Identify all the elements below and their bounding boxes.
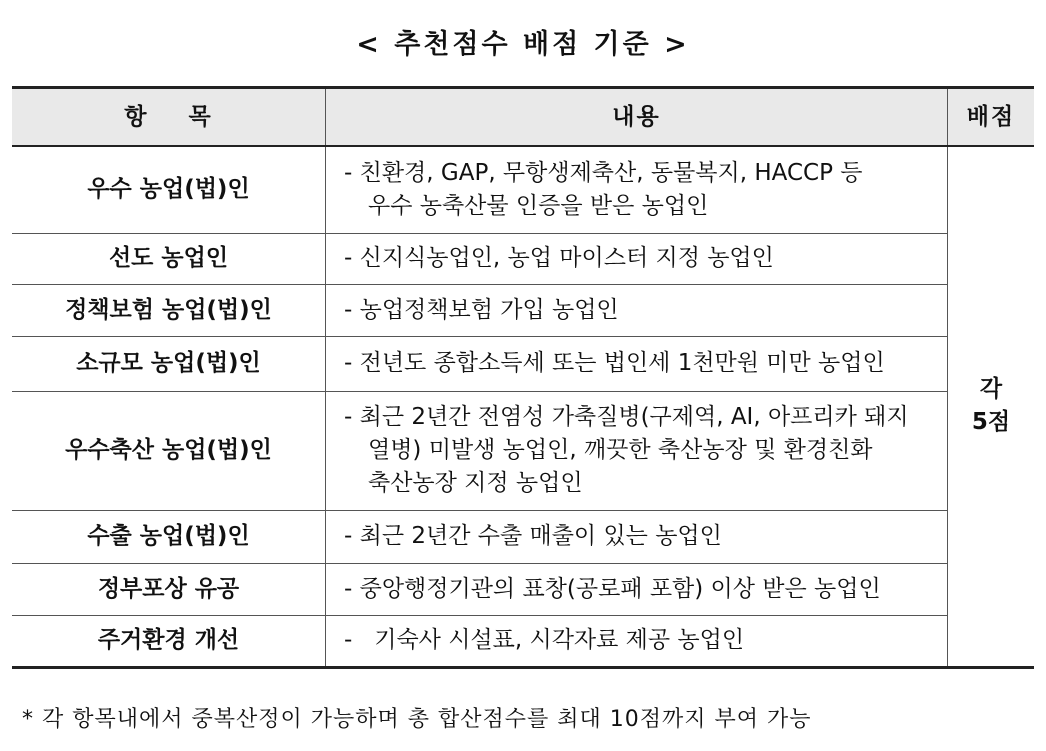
content-line: - 친환경, GAP, 무항생제축산, 동물복지, HACCP 등 (344, 159, 863, 186)
table-row (12, 615, 1034, 667)
table-row (12, 336, 1034, 391)
table-row (12, 510, 1034, 563)
row-content (326, 336, 948, 391)
row-item: 주거환경 개선 (12, 615, 326, 667)
table-row (12, 563, 1034, 615)
header-item: 항 목 (12, 88, 326, 147)
row-content (326, 563, 948, 615)
content-line: - 전년도 종합소득세 또는 법인세 1천만원 미만 농업인 (344, 350, 885, 376)
content-line: - 최근 2년간 전염성 가축질병(구제역, AI, 아프리카 돼지 (344, 404, 909, 430)
row-item: 수출 농업(법)인 (12, 510, 326, 563)
table-row (12, 233, 1034, 284)
row-item: 정책보험 농업(법)인 (12, 284, 326, 336)
score-cell (948, 146, 1035, 667)
score-value: 5점 (971, 409, 1011, 436)
row-content (326, 146, 948, 233)
content-line: - 기숙사 시설표, 시각자료 제공 농업인 (344, 627, 745, 653)
footnote: * 각 항목내에서 중복산정이 가능하며 총 합산점수를 최대 10점까지 부여 가능 (22, 707, 812, 732)
row-content (326, 233, 948, 284)
row-content (326, 284, 948, 336)
table-row (12, 146, 1034, 233)
content-line: 우수 농축산물 인증을 받은 농업인 (368, 192, 709, 219)
content-line: 축산농장 지정 농업인 (368, 470, 583, 496)
row-item: 선도 농업인 (12, 233, 326, 284)
score-prefix: 각 (979, 376, 1003, 403)
row-item: 우수축산 농업(법)인 (12, 391, 326, 510)
table-row (12, 391, 1034, 510)
row-content (326, 510, 948, 563)
content-line: - 신지식농업인, 농업 마이스터 지정 농업인 (344, 245, 774, 271)
header-score: 배점 (948, 88, 1035, 147)
content-line: - 중앙행정기관의 표창(공로패 포함) 이상 받은 농업인 (344, 575, 881, 602)
criteria-table (12, 86, 1034, 669)
table-row (12, 284, 1034, 336)
page-title: < 추천점수 배점 기준 > (356, 29, 690, 60)
content-line: - 농업정책보험 가입 농업인 (344, 296, 619, 323)
row-item: 소규모 농업(법)인 (12, 336, 326, 391)
header-content: 내용 (326, 88, 948, 147)
content-line: 열병) 미발생 농업인, 깨끗한 축산농장 및 환경친화 (368, 437, 873, 463)
content-line: - 최근 2년간 수출 매출이 있는 농업인 (344, 523, 722, 549)
row-content (326, 391, 948, 510)
row-content (326, 615, 948, 667)
row-item: 정부포상 유공 (12, 563, 326, 615)
row-item: 우수 농업(법)인 (12, 146, 326, 233)
table-header-row (12, 88, 1034, 147)
